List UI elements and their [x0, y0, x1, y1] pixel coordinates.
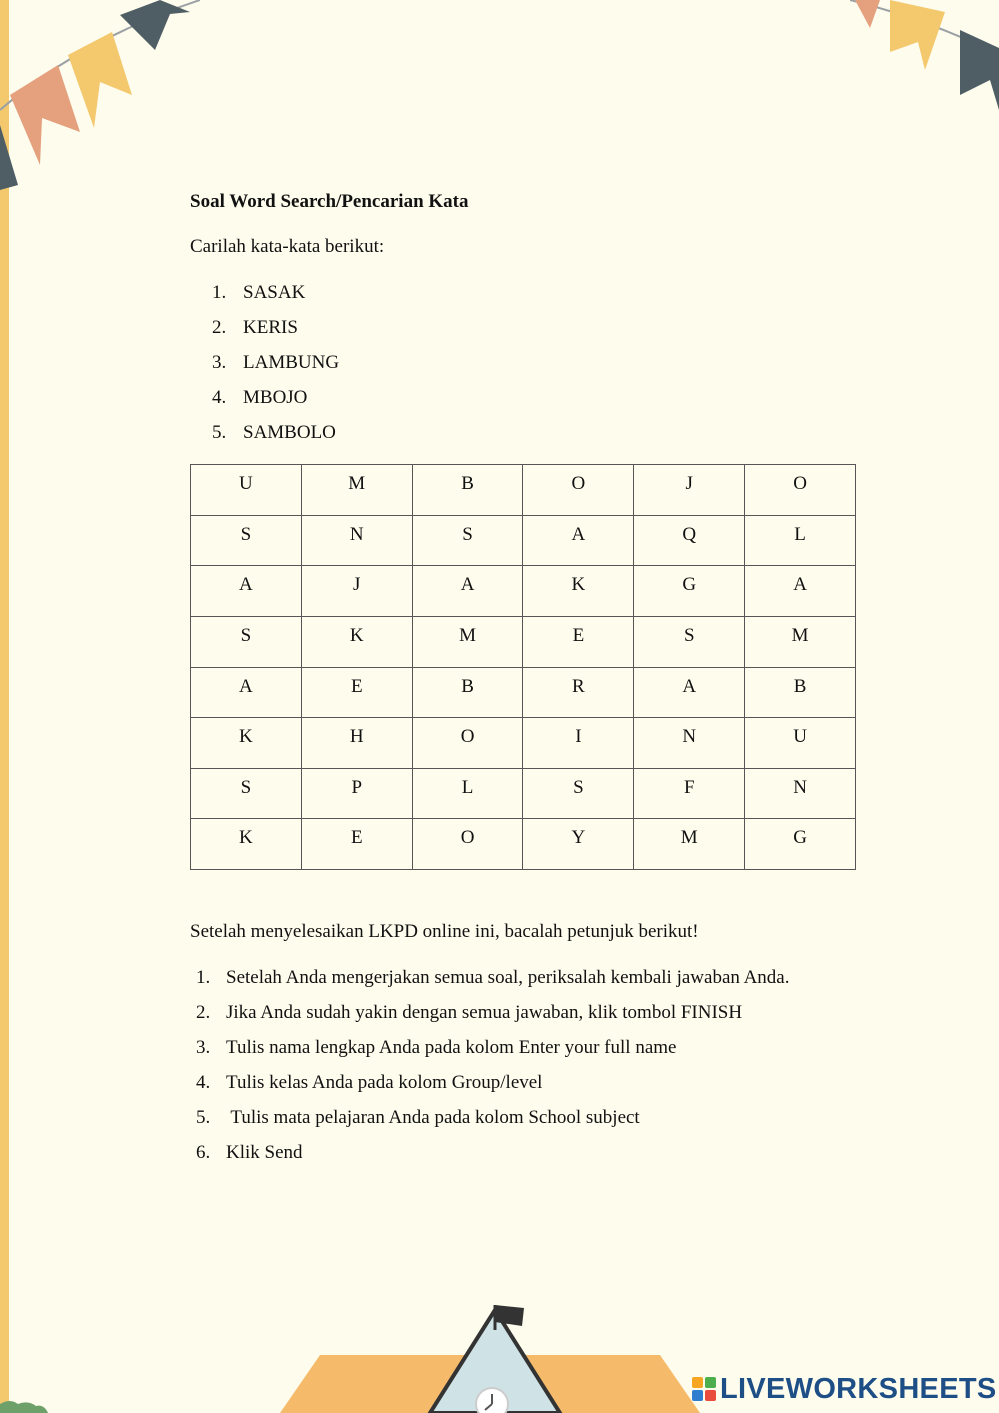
step-item: [190, 1071, 789, 1106]
grid-cell: B: [412, 667, 523, 718]
school-house-illustration: [280, 1300, 700, 1413]
grid-cell: E: [301, 667, 412, 718]
list-number: 6.: [196, 1142, 211, 1163]
step-item: [190, 1106, 789, 1141]
word-text: SAMBOLO: [243, 422, 336, 443]
word-list-item: [190, 351, 339, 386]
grid-cell: U: [191, 465, 302, 516]
grid-row: [191, 718, 856, 769]
steps-list: [190, 966, 789, 1176]
grid-cell: S: [412, 515, 523, 566]
step-text: Tulis kelas Anda pada kolom Group/level: [226, 1072, 543, 1093]
grid-cell: S: [191, 616, 302, 667]
list-number: 1.: [196, 967, 211, 988]
grid-cell: G: [634, 566, 745, 617]
grid-row: [191, 616, 856, 667]
grid-row: [191, 566, 856, 617]
grid-cell: E: [523, 616, 634, 667]
grid-cell: M: [634, 819, 745, 870]
list-number: 5.: [212, 422, 227, 443]
grid-cell: K: [191, 718, 302, 769]
word-list-item: [190, 386, 339, 421]
grid-cell: K: [523, 566, 634, 617]
grid-row: [191, 667, 856, 718]
grid-cell: M: [745, 616, 856, 667]
grid-cell: H: [301, 718, 412, 769]
word-list: [190, 281, 339, 456]
word-search-grid: [190, 464, 856, 870]
liveworksheets-logo: [691, 1372, 997, 1406]
list-number: 3.: [196, 1037, 211, 1058]
grid-cell: F: [634, 768, 745, 819]
grid-cell: N: [634, 718, 745, 769]
grid-cell: U: [745, 718, 856, 769]
grid-cell: O: [523, 465, 634, 516]
grid-cell: N: [301, 515, 412, 566]
grid-cell: N: [745, 768, 856, 819]
grid-row: [191, 768, 856, 819]
grid-cell: R: [523, 667, 634, 718]
word-text: LAMBUNG: [243, 352, 340, 373]
grid-cell: S: [634, 616, 745, 667]
grid-cell: J: [634, 465, 745, 516]
grid-cell: S: [523, 768, 634, 819]
grid-cell: O: [745, 465, 856, 516]
grid-cell: S: [191, 515, 302, 566]
list-number: 4.: [196, 1072, 211, 1093]
step-item: [190, 966, 789, 1001]
grid-cell: L: [412, 768, 523, 819]
grid-cell: E: [301, 819, 412, 870]
grid-cell: J: [301, 566, 412, 617]
grid-row: [191, 819, 856, 870]
grid-cell: O: [412, 718, 523, 769]
worksheet-title: Soal Word Search/Pencarian Kata: [190, 191, 469, 212]
grid-cell: A: [191, 667, 302, 718]
grid-cell: B: [412, 465, 523, 516]
grid-cell: Q: [634, 515, 745, 566]
grid-cell: A: [523, 515, 634, 566]
grid-cell: M: [301, 465, 412, 516]
grid-row: [191, 515, 856, 566]
list-number: 5.: [196, 1107, 211, 1128]
grid-cell: K: [191, 819, 302, 870]
step-text: Klik Send: [226, 1142, 303, 1163]
list-number: 4.: [212, 387, 227, 408]
after-instruction: Setelah menyelesaikan LKPD online ini, bacalah petunjuk berikut!: [190, 921, 699, 942]
list-number: 2.: [212, 317, 227, 338]
logo-text: LIVEWORKSHEETS: [720, 1372, 997, 1405]
step-text: Tulis nama lengkap Anda pada kolom Enter your full name: [226, 1037, 677, 1058]
list-number: 1.: [212, 282, 227, 303]
grid-cell: S: [191, 768, 302, 819]
grid-cell: G: [745, 819, 856, 870]
list-number: 2.: [196, 1002, 211, 1023]
grid-cell: A: [191, 566, 302, 617]
plant-decoration: [0, 1398, 50, 1413]
word-text: KERIS: [243, 317, 298, 338]
step-item: [190, 1036, 789, 1071]
grid-cell: B: [745, 667, 856, 718]
word-list-item: [190, 421, 339, 456]
word-text: SASAK: [243, 282, 306, 303]
grid-cell: I: [523, 718, 634, 769]
bunting-top-right-decoration: [850, 0, 999, 120]
grid-cell: L: [745, 515, 856, 566]
step-text: Setelah Anda mengerjakan semua soal, periksalah kembali jawaban Anda.: [226, 967, 790, 988]
grid-cell: M: [412, 616, 523, 667]
step-item: [190, 1001, 789, 1036]
grid-cell: A: [412, 566, 523, 617]
left-border-strip: [0, 0, 9, 1413]
search-instruction: Carilah kata-kata berikut:: [190, 236, 385, 257]
logo-mark-icon: [691, 1376, 717, 1402]
grid-cell: P: [301, 768, 412, 819]
grid-cell: A: [634, 667, 745, 718]
grid-cell: O: [412, 819, 523, 870]
list-number: 3.: [212, 352, 227, 373]
word-list-item: [190, 281, 339, 316]
grid-cell: K: [301, 616, 412, 667]
step-text: Tulis mata pelajaran Anda pada kolom School subject: [226, 1107, 640, 1128]
bunting-top-left-decoration: [0, 0, 200, 200]
word-text: MBOJO: [243, 387, 308, 408]
step-text: Jika Anda sudah yakin dengan semua jawaban, klik tombol FINISH: [226, 1002, 743, 1023]
step-item: [190, 1141, 789, 1176]
grid-cell: Y: [523, 819, 634, 870]
grid-row: [191, 465, 856, 516]
grid-cell: A: [745, 566, 856, 617]
word-list-item: [190, 316, 339, 351]
